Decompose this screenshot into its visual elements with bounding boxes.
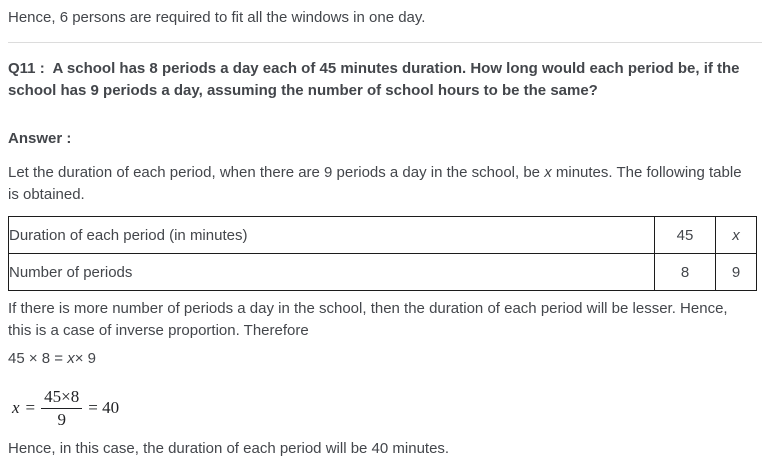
section-divider: [8, 42, 762, 43]
periods-value-8: 8: [655, 254, 716, 291]
formula-result: = 40: [88, 398, 120, 417]
table-row-periods: [9, 254, 757, 291]
proportion-table: [8, 216, 757, 291]
answer-label: Answer :: [8, 130, 72, 147]
formula-fraction: [41, 387, 82, 429]
equation-line: [8, 348, 754, 370]
fraction-denominator: 9: [57, 409, 66, 429]
question-text: Q11 : A school has 8 periods a day each of 45 minutes duration. How long would each period be, if the school has 9 periods a day, assuming the number of school hours to be the same?: [8, 60, 744, 99]
intro-paragraph: [8, 162, 754, 206]
fraction-numerator: 45×8: [41, 387, 82, 409]
duration-row-label: Duration of each period (in minutes): [9, 217, 655, 254]
formula-lhs-x: x: [12, 398, 20, 417]
formula-equals-sign: =: [25, 398, 36, 417]
periods-value-9: 9: [716, 254, 757, 291]
duration-value-x: [716, 217, 757, 254]
periods-row-label: Number of periods: [9, 254, 655, 291]
equation-part2: × 9: [74, 350, 96, 367]
intro-variable-x: x: [544, 164, 552, 181]
solution-page: [0, 7, 762, 460]
fraction-formula: [8, 387, 754, 429]
explanation-text: If there is more number of periods a day in the school, then the duration of each period will be lesser. Hence, this is a case of inverse proportion. Therefore: [8, 300, 728, 339]
table-row-duration: [9, 217, 757, 254]
intro-text-part1: Let the duration of each period, when there are 9 periods a day in the school, be: [8, 164, 545, 181]
intro-text-part2: minutes. The following table is obtained.: [8, 164, 742, 203]
previous-answer-text: Hence, 6 persons are required to fit all the windows in one day.: [8, 9, 426, 26]
conclusion-text: Hence, in this case, the duration of each period will be 40 minutes.: [8, 440, 450, 457]
duration-value-45: 45: [655, 217, 716, 254]
duration-x-variable: x: [732, 226, 740, 244]
equation-variable-x: x: [67, 350, 75, 367]
equation-part1: 45 × 8 =: [8, 350, 68, 367]
